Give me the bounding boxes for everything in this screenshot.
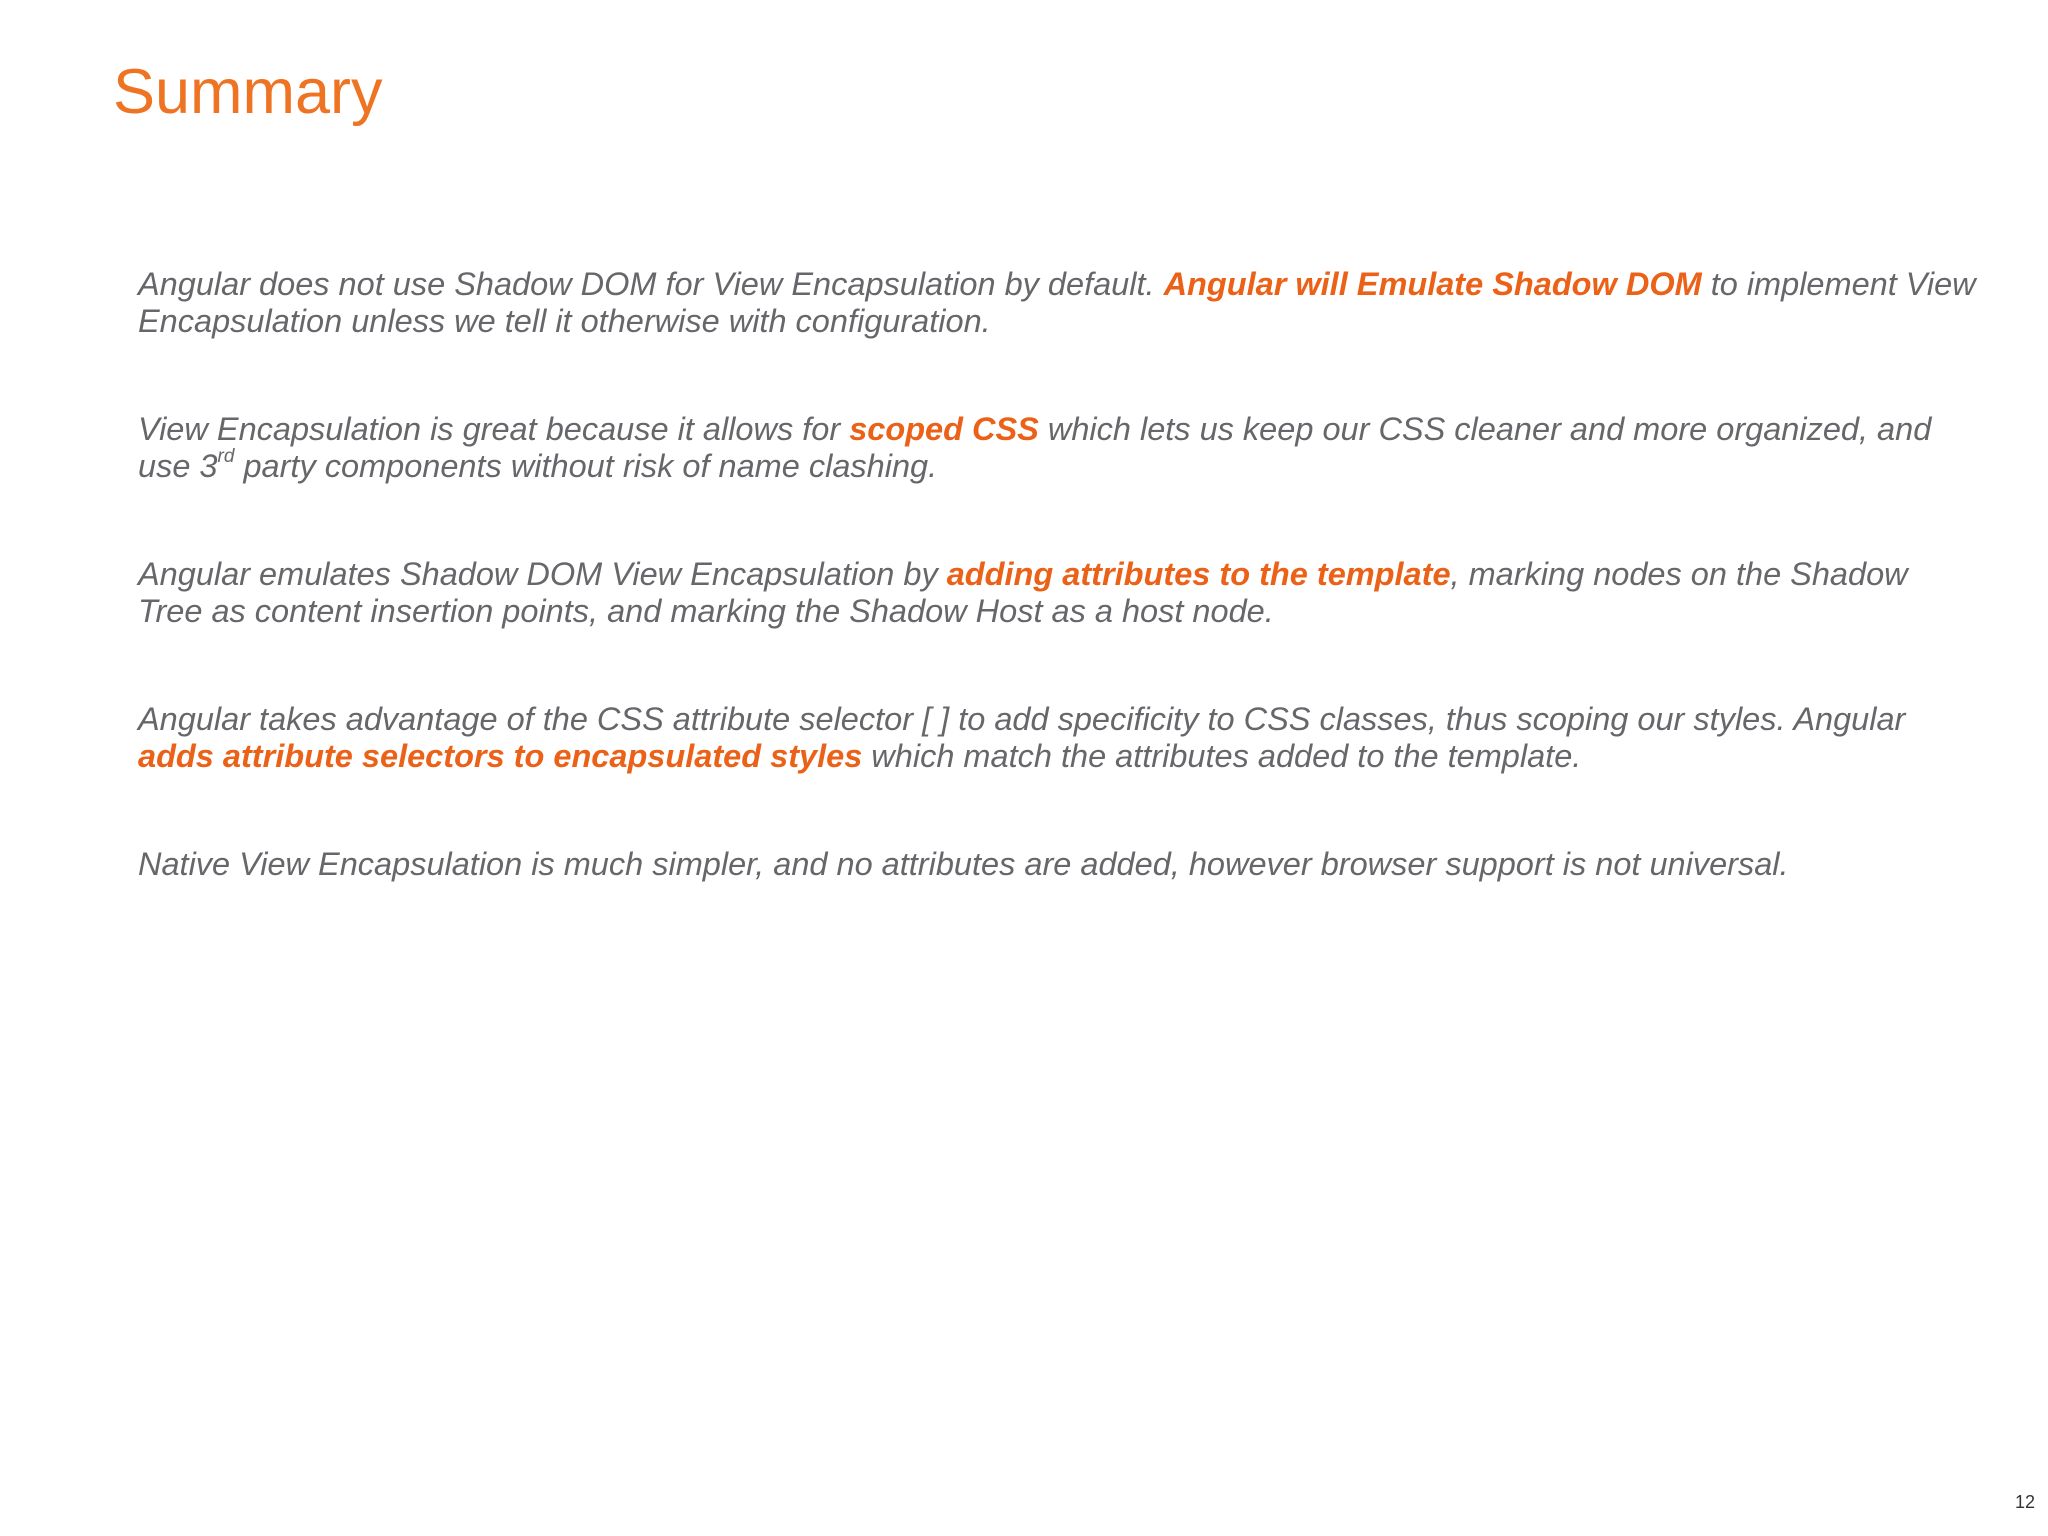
paragraph-text: party components without risk of name clashing. [234, 448, 938, 484]
paragraph-text: Angular takes advantage of the CSS attribute selector [ ] to add specificity to CSS classes, thus scoping our styles. Angular [138, 701, 1906, 737]
paragraph-text: to implement View Encapsulation unless we tell it otherwise with configuration. [138, 266, 1976, 339]
paragraph-text: Angular does not use Shadow DOM for View Encapsulation by default. [138, 266, 1164, 302]
paragraph-attribute-selectors [138, 701, 1978, 775]
paragraph-text: View Encapsulation is great because it allows for [138, 411, 850, 447]
paragraph-native-encapsulation [138, 846, 1978, 883]
paragraph-text: which match the attributes added to the template. [862, 738, 1582, 774]
superscript-ordinal: rd [217, 446, 235, 468]
paragraph-text: , marking nodes on the Shadow Tree as content insertion points, and marking the Shadow Host as a host node. [138, 556, 1908, 629]
paragraph-text: which lets us keep our CSS cleaner and more organized, and use 3 [138, 411, 1932, 484]
highlight-adding-attributes: adding attributes to the template [946, 556, 1451, 592]
page-number: 12 [2014, 1492, 2035, 1512]
slide-body [138, 266, 1978, 954]
paragraph-text: Angular emulates Shadow DOM View Encapsulation by [138, 556, 947, 592]
slide-title: Summary [113, 57, 383, 127]
paragraph-scoped-css [138, 411, 1978, 485]
highlight-attribute-selectors: adds attribute selectors to encapsulated styles [138, 738, 863, 774]
paragraph-default-encapsulation [138, 266, 1978, 340]
highlight-emulate-shadow-dom: Angular will Emulate Shadow DOM [1163, 266, 1702, 302]
highlight-scoped-css: scoped CSS [849, 411, 1039, 447]
paragraph-emulation-method [138, 556, 1978, 630]
paragraph-text: Native View Encapsulation is much simpler, and no attributes are added, however browser support is not universal. [138, 846, 1789, 882]
